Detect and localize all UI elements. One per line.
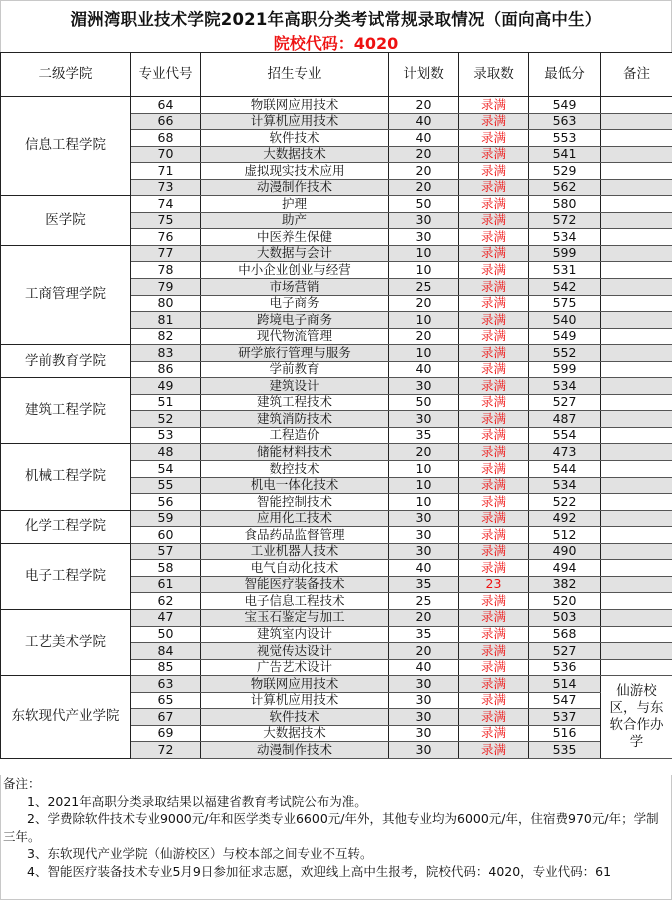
code-cell: 70 <box>131 146 201 163</box>
note-item-1: 1、2021年高职分类录取结果以福建省教育考试院公布为准。 <box>27 793 367 809</box>
code-cell: 58 <box>131 560 201 577</box>
admitted-cell: 录满 <box>459 312 529 329</box>
table-row <box>1 444 672 461</box>
notes-heading: 备注： <box>3 776 41 791</box>
admitted-cell: 录满 <box>459 643 529 660</box>
plan-cell: 10 <box>389 312 459 329</box>
remarks-cell <box>601 643 672 660</box>
major-cell: 护理 <box>201 196 389 213</box>
code-cell: 67 <box>131 709 201 726</box>
major-cell: 建筑设计 <box>201 378 389 395</box>
admitted-cell: 录满 <box>459 626 529 643</box>
table-row <box>1 510 672 527</box>
major-cell: 动漫制作技术 <box>201 179 389 196</box>
admitted-cell: 录满 <box>459 477 529 494</box>
code-cell: 80 <box>131 295 201 312</box>
major-cell: 智能控制技术 <box>201 494 389 511</box>
major-cell: 电气自动化技术 <box>201 560 389 577</box>
plan-cell: 35 <box>389 427 459 444</box>
admitted-cell: 录满 <box>459 146 529 163</box>
min-score-cell: 382 <box>529 576 601 593</box>
plan-cell: 20 <box>389 643 459 660</box>
min-score-cell: 541 <box>529 146 601 163</box>
min-score-cell: 562 <box>529 179 601 196</box>
admitted-cell: 录满 <box>459 328 529 345</box>
major-cell: 市场营销 <box>201 279 389 296</box>
min-score-cell: 522 <box>529 494 601 511</box>
major-cell: 储能材料技术 <box>201 444 389 461</box>
min-score-cell: 547 <box>529 692 601 709</box>
col-min-score: 最低分 <box>529 53 601 97</box>
college-cell: 化学工程学院 <box>1 510 131 543</box>
remarks-cell <box>601 378 672 395</box>
table-row <box>1 245 672 262</box>
min-score-cell: 534 <box>529 477 601 494</box>
plan-cell: 35 <box>389 626 459 643</box>
min-score-cell: 563 <box>529 113 601 130</box>
major-cell: 跨境电子商务 <box>201 312 389 329</box>
major-cell: 学前教育 <box>201 361 389 378</box>
plan-cell: 30 <box>389 411 459 428</box>
plan-cell: 30 <box>389 676 459 693</box>
admitted-cell: 录满 <box>459 130 529 147</box>
remarks-cell <box>601 229 672 246</box>
code-cell: 74 <box>131 196 201 213</box>
code-cell: 69 <box>131 725 201 742</box>
major-cell: 视觉传达设计 <box>201 643 389 660</box>
admitted-cell: 录满 <box>459 394 529 411</box>
remarks-cell <box>601 609 672 626</box>
plan-cell: 40 <box>389 560 459 577</box>
plan-cell: 10 <box>389 345 459 362</box>
table-row <box>1 196 672 213</box>
code-cell: 47 <box>131 609 201 626</box>
min-score-cell: 520 <box>529 593 601 610</box>
min-score-cell: 503 <box>529 609 601 626</box>
min-score-cell: 537 <box>529 709 601 726</box>
college-cell: 医学院 <box>1 196 131 246</box>
major-cell: 广告艺术设计 <box>201 659 389 676</box>
min-score-cell: 527 <box>529 643 601 660</box>
min-score-cell: 549 <box>529 328 601 345</box>
code-cell: 63 <box>131 676 201 693</box>
remarks-cell <box>601 461 672 478</box>
table-row <box>1 609 672 626</box>
major-cell: 大数据技术 <box>201 725 389 742</box>
code-cell: 85 <box>131 659 201 676</box>
plan-cell: 10 <box>389 494 459 511</box>
header-row <box>1 53 672 97</box>
plan-cell: 30 <box>389 212 459 229</box>
admitted-cell: 录满 <box>459 560 529 577</box>
admitted-cell: 录满 <box>459 676 529 693</box>
code-cell: 64 <box>131 97 201 114</box>
major-cell: 建筑消防技术 <box>201 411 389 428</box>
remarks-cell <box>601 626 672 643</box>
remarks-cell <box>601 444 672 461</box>
remarks-cell <box>601 394 672 411</box>
plan-cell: 20 <box>389 609 459 626</box>
remarks-cell <box>601 196 672 213</box>
code-cell: 71 <box>131 163 201 180</box>
code-cell: 82 <box>131 328 201 345</box>
college-cell: 信息工程学院 <box>1 97 131 196</box>
college-cell: 工艺美术学院 <box>1 609 131 675</box>
col-code: 专业代号 <box>131 53 201 97</box>
code-cell: 72 <box>131 742 201 759</box>
major-cell: 工业机器人技术 <box>201 543 389 560</box>
table-row <box>1 97 672 114</box>
admitted-cell: 录满 <box>459 543 529 560</box>
school-code: 院校代码：4020 <box>273 34 399 53</box>
min-score-cell: 580 <box>529 196 601 213</box>
code-cell: 84 <box>131 643 201 660</box>
major-cell: 软件技术 <box>201 709 389 726</box>
min-score-cell: 531 <box>529 262 601 279</box>
remarks-cell <box>601 361 672 378</box>
code-cell: 73 <box>131 179 201 196</box>
major-cell: 虚拟现实技术应用 <box>201 163 389 180</box>
code-cell: 65 <box>131 692 201 709</box>
admitted-cell: 录满 <box>459 179 529 196</box>
code-cell: 50 <box>131 626 201 643</box>
code-cell: 86 <box>131 361 201 378</box>
remarks-cell <box>601 163 672 180</box>
admitted-cell: 录满 <box>459 494 529 511</box>
min-score-cell: 529 <box>529 163 601 180</box>
min-score-cell: 553 <box>529 130 601 147</box>
admitted-cell: 录满 <box>459 361 529 378</box>
major-cell: 宝玉石鉴定与加工 <box>201 609 389 626</box>
plan-cell: 30 <box>389 742 459 759</box>
min-score-cell: 568 <box>529 626 601 643</box>
min-score-cell: 549 <box>529 97 601 114</box>
admitted-cell: 录满 <box>459 709 529 726</box>
plan-cell: 10 <box>389 461 459 478</box>
remarks-cell <box>601 245 672 262</box>
remarks-cell <box>601 146 672 163</box>
code-cell: 61 <box>131 576 201 593</box>
plan-cell: 20 <box>389 328 459 345</box>
admitted-cell: 录满 <box>459 97 529 114</box>
admitted-cell: 录满 <box>459 411 529 428</box>
plan-cell: 25 <box>389 593 459 610</box>
code-cell: 62 <box>131 593 201 610</box>
note-item-4: 4、智能医疗装备技术专业5月9日参加征求志愿，欢迎线上高中生报考，院校代码：4020，专业代码：61 <box>27 863 612 879</box>
remarks-cell <box>601 510 672 527</box>
plan-cell: 40 <box>389 659 459 676</box>
major-cell: 助产 <box>201 212 389 229</box>
major-cell: 大数据技术 <box>201 146 389 163</box>
admitted-cell: 录满 <box>459 295 529 312</box>
code-cell: 59 <box>131 510 201 527</box>
table-row <box>1 543 672 560</box>
major-cell: 食品药品监督管理 <box>201 527 389 544</box>
major-cell: 中医养生保健 <box>201 229 389 246</box>
min-score-cell: 512 <box>529 527 601 544</box>
min-score-cell: 534 <box>529 378 601 395</box>
remarks-cell <box>601 179 672 196</box>
plan-cell: 30 <box>389 709 459 726</box>
code-cell: 78 <box>131 262 201 279</box>
min-score-cell: 514 <box>529 676 601 693</box>
notes-section <box>0 775 672 900</box>
table-row <box>1 378 672 395</box>
remarks-cell <box>601 312 672 329</box>
admitted-cell: 录满 <box>459 378 529 395</box>
admitted-cell: 录满 <box>459 527 529 544</box>
remarks-cell <box>601 593 672 610</box>
min-score-cell: 554 <box>529 427 601 444</box>
remarks-cell <box>601 411 672 428</box>
min-score-cell: 535 <box>529 742 601 759</box>
plan-cell: 20 <box>389 295 459 312</box>
major-cell: 工程造价 <box>201 427 389 444</box>
plan-cell: 30 <box>389 543 459 560</box>
major-cell: 建筑室内设计 <box>201 626 389 643</box>
college-cell: 工商管理学院 <box>1 245 131 344</box>
min-score-cell: 487 <box>529 411 601 428</box>
code-cell: 68 <box>131 130 201 147</box>
code-cell: 52 <box>131 411 201 428</box>
code-cell: 54 <box>131 461 201 478</box>
admitted-cell: 录满 <box>459 427 529 444</box>
major-cell: 软件技术 <box>201 130 389 147</box>
min-score-cell: 536 <box>529 659 601 676</box>
admitted-cell: 录满 <box>459 163 529 180</box>
major-cell: 动漫制作技术 <box>201 742 389 759</box>
code-cell: 49 <box>131 378 201 395</box>
code-cell: 76 <box>131 229 201 246</box>
remarks-cell <box>601 295 672 312</box>
plan-cell: 30 <box>389 229 459 246</box>
plan-cell: 35 <box>389 576 459 593</box>
min-score-cell: 494 <box>529 560 601 577</box>
major-cell: 数控技术 <box>201 461 389 478</box>
major-cell: 应用化工技术 <box>201 510 389 527</box>
plan-cell: 20 <box>389 163 459 180</box>
plan-cell: 20 <box>389 97 459 114</box>
code-cell: 51 <box>131 394 201 411</box>
remarks-cell <box>601 560 672 577</box>
plan-cell: 30 <box>389 378 459 395</box>
plan-cell: 40 <box>389 130 459 147</box>
admitted-cell: 录满 <box>459 742 529 759</box>
college-cell: 建筑工程学院 <box>1 378 131 444</box>
remarks-cell <box>601 477 672 494</box>
remarks-cell <box>601 543 672 560</box>
document-title: 湄洲湾职业技术学院2021年高职分类考试常规录取情况（面向高中生） <box>70 10 602 29</box>
plan-cell: 40 <box>389 361 459 378</box>
admitted-cell: 录满 <box>459 659 529 676</box>
admitted-cell: 录满 <box>459 461 529 478</box>
remarks-cell <box>601 427 672 444</box>
min-score-cell: 527 <box>529 394 601 411</box>
code-cell: 77 <box>131 245 201 262</box>
min-score-cell: 572 <box>529 212 601 229</box>
college-cell: 东软现代产业学院 <box>1 676 131 759</box>
admitted-cell: 录满 <box>459 212 529 229</box>
code-cell: 60 <box>131 527 201 544</box>
admitted-cell: 录满 <box>459 510 529 527</box>
plan-cell: 25 <box>389 279 459 296</box>
code-cell: 53 <box>131 427 201 444</box>
remarks-cell <box>601 659 672 676</box>
remarks-cell <box>601 262 672 279</box>
major-cell: 机电一体化技术 <box>201 477 389 494</box>
table-row <box>1 676 672 693</box>
admitted-cell: 录满 <box>459 345 529 362</box>
table-row <box>1 345 672 362</box>
plan-cell: 30 <box>389 527 459 544</box>
admitted-cell: 录满 <box>459 262 529 279</box>
major-cell: 电子信息工程技术 <box>201 593 389 610</box>
min-score-cell: 473 <box>529 444 601 461</box>
college-cell: 学前教育学院 <box>1 345 131 378</box>
major-cell: 智能医疗装备技术 <box>201 576 389 593</box>
remarks-cell <box>601 279 672 296</box>
min-score-cell: 599 <box>529 361 601 378</box>
plan-cell: 40 <box>389 113 459 130</box>
major-cell: 建筑工程技术 <box>201 394 389 411</box>
plan-cell: 20 <box>389 444 459 461</box>
code-cell: 75 <box>131 212 201 229</box>
admitted-cell: 录满 <box>459 725 529 742</box>
min-score-cell: 575 <box>529 295 601 312</box>
major-cell: 物联网应用技术 <box>201 676 389 693</box>
col-admitted: 录取数 <box>459 53 529 97</box>
major-cell: 中小企业创业与经营 <box>201 262 389 279</box>
code-cell: 81 <box>131 312 201 329</box>
min-score-cell: 552 <box>529 345 601 362</box>
major-cell: 现代物流管理 <box>201 328 389 345</box>
admitted-cell: 录满 <box>459 245 529 262</box>
min-score-cell: 490 <box>529 543 601 560</box>
min-score-cell: 534 <box>529 229 601 246</box>
table-body <box>1 97 672 759</box>
remarks-cell <box>601 328 672 345</box>
plan-cell: 10 <box>389 477 459 494</box>
plan-cell: 20 <box>389 179 459 196</box>
plan-cell: 50 <box>389 196 459 213</box>
admitted-cell: 录满 <box>459 229 529 246</box>
note-item-3: 3、东软现代产业学院（仙游校区）与校本部之间专业不互转。 <box>27 846 373 861</box>
remarks-cell <box>601 212 672 229</box>
plan-cell: 30 <box>389 725 459 742</box>
col-college: 二级学院 <box>1 53 131 97</box>
admission-table <box>0 52 672 759</box>
min-score-cell: 542 <box>529 279 601 296</box>
col-plan: 计划数 <box>389 53 459 97</box>
remarks-cell <box>601 97 672 114</box>
code-cell: 55 <box>131 477 201 494</box>
min-score-cell: 544 <box>529 461 601 478</box>
min-score-cell: 516 <box>529 725 601 742</box>
min-score-cell: 540 <box>529 312 601 329</box>
remarks-cell <box>601 576 672 593</box>
admitted-cell: 录满 <box>459 113 529 130</box>
code-cell: 66 <box>131 113 201 130</box>
plan-cell: 10 <box>389 245 459 262</box>
remarks-cell <box>601 527 672 544</box>
major-cell: 计算机应用技术 <box>201 692 389 709</box>
remarks-cell <box>601 130 672 147</box>
remarks-cell <box>601 494 672 511</box>
major-cell: 电子商务 <box>201 295 389 312</box>
plan-cell: 30 <box>389 692 459 709</box>
note-item-2: 2、学费除软件技术专业9000元/年和医学类专业6600元/年外，其他专业均为6000元/年，住宿费970元/年；学制三年。 <box>3 811 659 844</box>
admitted-cell: 录满 <box>459 196 529 213</box>
major-cell: 计算机应用技术 <box>201 113 389 130</box>
col-remarks: 备注 <box>601 53 672 97</box>
code-cell: 79 <box>131 279 201 296</box>
admitted-cell: 录满 <box>459 444 529 461</box>
plan-cell: 10 <box>389 262 459 279</box>
code-cell: 83 <box>131 345 201 362</box>
admitted-cell: 录满 <box>459 279 529 296</box>
document-header <box>0 0 672 52</box>
remarks-cell <box>601 113 672 130</box>
major-cell: 大数据与会计 <box>201 245 389 262</box>
remarks-cell <box>601 345 672 362</box>
min-score-cell: 599 <box>529 245 601 262</box>
col-major: 招生专业 <box>201 53 389 97</box>
admitted-cell: 录满 <box>459 692 529 709</box>
major-cell: 物联网应用技术 <box>201 97 389 114</box>
admitted-cell: 23 <box>459 576 529 593</box>
admitted-cell: 录满 <box>459 593 529 610</box>
code-cell: 57 <box>131 543 201 560</box>
min-score-cell: 492 <box>529 510 601 527</box>
plan-cell: 30 <box>389 510 459 527</box>
college-cell: 电子工程学院 <box>1 543 131 609</box>
plan-cell: 50 <box>389 394 459 411</box>
code-cell: 48 <box>131 444 201 461</box>
code-cell: 56 <box>131 494 201 511</box>
plan-cell: 20 <box>389 146 459 163</box>
admitted-cell: 录满 <box>459 609 529 626</box>
remarks-cell: 仙游校区，与东软合作办学 <box>601 676 672 759</box>
major-cell: 研学旅行管理与服务 <box>201 345 389 362</box>
college-cell: 机械工程学院 <box>1 444 131 510</box>
